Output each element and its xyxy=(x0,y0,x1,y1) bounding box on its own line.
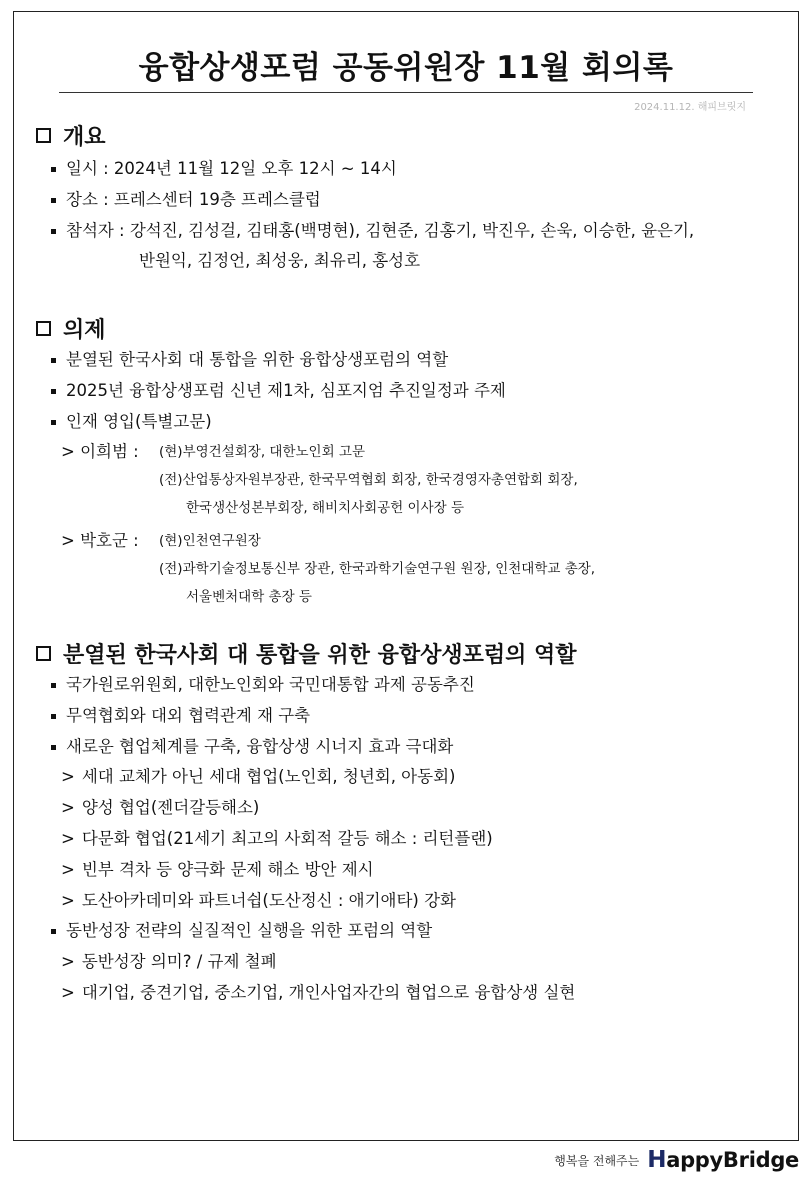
chevron-right-icon: > xyxy=(61,890,75,910)
role-section xyxy=(36,638,778,1009)
advisor-entry xyxy=(36,527,778,611)
checkbox-square-icon xyxy=(36,321,51,336)
list-item: 장소 : 프레스센터 19층 프레스클럽 xyxy=(36,185,778,216)
list-item: 2025년 융합상생포럼 신년 제1차, 심포지엄 추진일정과 주제 xyxy=(36,376,778,407)
chevron-right-icon: > xyxy=(61,767,75,787)
agenda-section xyxy=(36,313,778,611)
footer-tagline: 행복을 전해주는 xyxy=(554,1153,640,1168)
sub-item: > 세대 교체가 아닌 세대 협업(노인회, 청년회, 아동회) xyxy=(61,767,456,787)
bullet-icon xyxy=(51,389,56,394)
happybridge-logo: H appyBridge xyxy=(647,1147,799,1173)
bullet-icon xyxy=(51,229,56,234)
overview-section xyxy=(36,120,778,276)
list-item: 동반성장 전략의 실질적인 실행을 위한 포럼의 역할 xyxy=(36,916,778,947)
chevron-right-icon: > xyxy=(61,952,75,972)
section-heading: 개요 xyxy=(36,120,778,150)
advisor-current: (현)부영건설회장, 대한노인회 고문 xyxy=(159,444,365,461)
sub-item: > 다문화 협업(21세기 최고의 사회적 갈등 해소 : 리턴플랜) xyxy=(61,828,493,848)
bullet-icon xyxy=(51,167,56,172)
list-item: 참석자 : 강석진, 김성걸, 김태홍(백명현), 김현준, 김홍기, 박진우, 손욱, 이승한, 윤은기, xyxy=(36,216,778,247)
advisor-name: > 박호군 : xyxy=(61,531,139,551)
section-heading: 분열된 한국사회 대 통합을 위한 융합상생포럼의 역할 xyxy=(36,638,778,668)
list-item: 분열된 한국사회 대 통합을 위한 융합상생포럼의 역할 xyxy=(36,345,778,376)
chevron-right-icon: > xyxy=(61,859,75,879)
advisor-entry xyxy=(36,438,778,522)
list-item: 무역협회와 대외 협력관계 재 구축 xyxy=(36,701,778,732)
chevron-right-icon: > xyxy=(61,798,75,818)
list-item: 새로운 협업체계를 구축, 융합상생 시너지 효과 극대화 xyxy=(36,732,778,763)
sub-item: > 동반성장 의미? / 규제 철폐 xyxy=(61,952,277,972)
advisor-former-cont: 한국생산성본부회장, 해비치사회공헌 이사장 등 xyxy=(186,500,464,517)
sub-item: > 도산아카데미와 파트너쉽(도산정신 : 애기애타) 강화 xyxy=(61,890,456,910)
checkbox-square-icon xyxy=(36,646,51,661)
bullet-icon xyxy=(51,420,56,425)
sub-item: > 양성 협업(젠더갈등해소) xyxy=(61,798,260,818)
advisor-former: (전)산업통상자원부장관, 한국무역협회 회장, 한국경영자총연합회 회장, xyxy=(159,472,578,489)
list-item: 일시 : 2024년 11월 12일 오후 12시 ~ 14시 xyxy=(36,154,778,185)
sub-item: > 빈부 격차 등 양극화 문제 해소 방안 제시 xyxy=(61,859,374,879)
footer xyxy=(554,1147,799,1173)
document-date: 2024.11.12. 해피브릿지 xyxy=(634,102,746,113)
bullet-icon xyxy=(51,929,56,934)
advisor-name: > 이희범 : xyxy=(61,442,139,462)
chevron-right-icon: > xyxy=(61,828,75,848)
bullet-icon xyxy=(51,198,56,203)
bullet-icon xyxy=(51,683,56,688)
advisor-former: (전)과학기술정보통신부 장관, 한국과학기술연구원 원장, 인천대학교 총장, xyxy=(159,561,596,578)
bullet-icon xyxy=(51,714,56,719)
chevron-right-icon: > xyxy=(61,982,75,1002)
section-heading: 의제 xyxy=(36,313,778,343)
title-divider xyxy=(59,92,753,93)
advisor-former-cont: 서울벤처대학 총장 등 xyxy=(186,589,312,606)
bullet-icon xyxy=(51,358,56,363)
checkbox-square-icon xyxy=(36,128,51,143)
list-item: 인재 영입(특별고문) xyxy=(36,407,778,438)
sub-item: > 대기업, 중견기업, 중소기업, 개인사업자간의 협업으로 융합상생 실현 xyxy=(61,982,576,1002)
bullet-icon xyxy=(51,745,56,750)
advisor-current: (현)인천연구원장 xyxy=(159,533,261,550)
list-item: 국가원로위원회, 대한노인회와 국민대통합 과제 공동추진 xyxy=(36,670,778,701)
document-page xyxy=(13,11,799,1141)
page-title: 융합상생포럼 공동위원장 11월 회의록 xyxy=(138,50,674,86)
list-item-continuation: 반원익, 김정언, 최성웅, 최유리, 홍성호 xyxy=(139,251,421,271)
